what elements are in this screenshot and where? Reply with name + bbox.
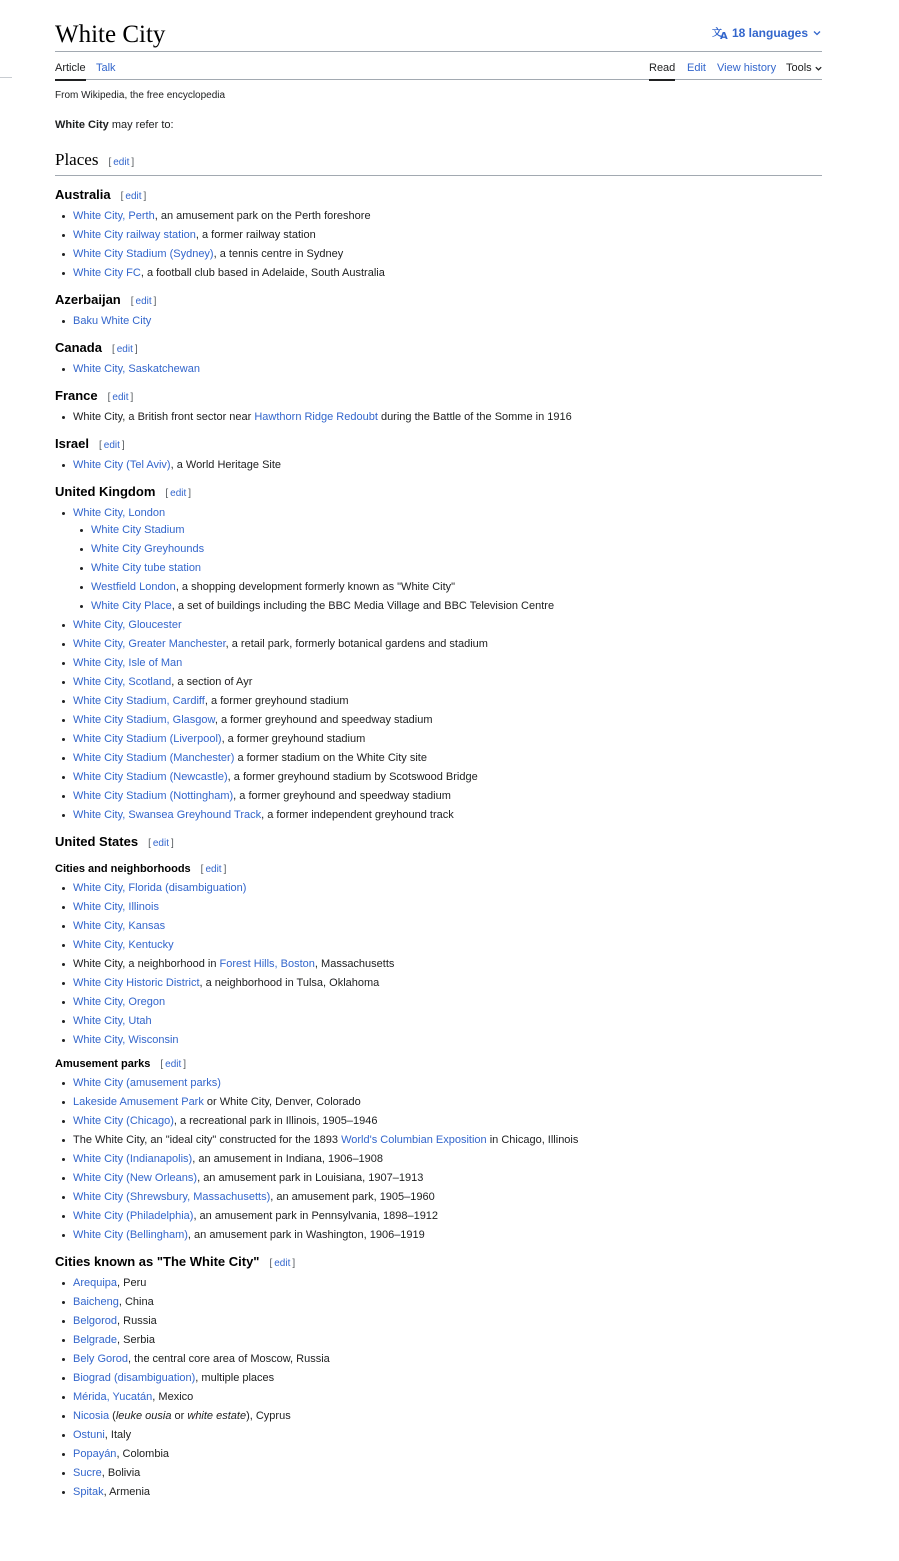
item-text: , Russia [117, 1315, 157, 1327]
list-item [73, 1209, 822, 1224]
item-link[interactable]: Biograd (disambiguation) [73, 1372, 196, 1384]
item-link[interactable]: White City, Utah [73, 1015, 152, 1027]
section-heading-cities-known-as-the-white-city [55, 1253, 822, 1273]
edit-link[interactable]: edit [274, 1258, 291, 1269]
list-item [73, 1428, 822, 1443]
item-link[interactable]: White City, Swansea Greyhound Track [73, 809, 262, 821]
list-item [73, 1314, 822, 1329]
item-text: , an amusement park in Washington, 1906–1919 [187, 1229, 425, 1241]
item-text: , Massachusetts [314, 958, 395, 970]
item-text: , a retail park, formerly botanical gardens and stadium [225, 638, 488, 650]
item-link[interactable]: Belgrade [73, 1334, 118, 1346]
item-link[interactable]: Spitak [73, 1486, 104, 1498]
item-link[interactable]: Westfield London [91, 581, 176, 593]
item-text: , a neighborhood in Tulsa, Oklahoma [199, 977, 380, 989]
edit-section: [ edit ] [160, 1059, 187, 1070]
item-text: , China [118, 1296, 154, 1308]
item-text: , a former greyhound and speedway stadium [233, 790, 451, 802]
section-heading-canada [55, 339, 822, 359]
list-item [73, 1447, 822, 1462]
edit-section: [ edit ] [200, 864, 227, 875]
list-item [73, 410, 822, 425]
list-item [73, 1333, 822, 1348]
list-item [73, 808, 822, 823]
item-text: , a former railway station [195, 229, 316, 241]
item-link[interactable]: Forest Hills, Boston [219, 958, 315, 970]
list-item [73, 770, 822, 785]
item-link[interactable]: White City, Scotland [73, 676, 172, 688]
list-item [91, 523, 822, 538]
item-link[interactable]: White City Stadium (Manchester) [73, 752, 235, 764]
list-item [73, 919, 822, 934]
item-link[interactable]: White City Stadium (Newcastle) [73, 771, 228, 783]
chevron-down-icon [812, 28, 822, 38]
list-item [73, 458, 822, 473]
item-text: , an amusement in Indiana, 1906–1908 [192, 1153, 384, 1165]
item-text: , a former greyhound stadium [204, 695, 349, 707]
bullet-list [55, 1076, 822, 1243]
item-link[interactable]: White City Stadium (Liverpool) [73, 733, 222, 745]
item-link[interactable]: Bely Gorod [73, 1353, 129, 1365]
list-item [91, 561, 822, 576]
item-italic: white estate [187, 1410, 247, 1422]
page-title: White City [55, 21, 166, 48]
item-text: , a tennis centre in Sydney [213, 248, 344, 260]
item-link[interactable]: White City, Kansas [73, 920, 166, 932]
item-link[interactable]: White City FC [73, 267, 141, 279]
list-item [73, 506, 822, 614]
item-text: during the Battle of the Somme in 1916 [377, 411, 572, 423]
item-text: , Peru [117, 1277, 147, 1289]
heading-text: Cities known as "The White City" [55, 1254, 260, 1269]
item-text: in Chicago, Illinois [486, 1134, 579, 1146]
intro [55, 118, 822, 132]
item-link[interactable]: Baku White City [73, 315, 152, 327]
item-link[interactable]: White City (Shrewsbury, Massachusetts) [73, 1191, 271, 1203]
list-item [73, 618, 822, 633]
list-item [91, 542, 822, 557]
item-text: , a former greyhound stadium by Scotswood Bridge [227, 771, 478, 783]
item-text: , Bolivia [101, 1467, 141, 1479]
item-link[interactable]: White City, Florida (disambiguation) [73, 882, 247, 894]
translate-icon [712, 26, 728, 40]
tab-view-history[interactable]: View history [717, 62, 777, 74]
item-link[interactable]: White City Stadium, Glasgow [73, 714, 215, 726]
edit-link[interactable]: edit [205, 864, 222, 875]
item-link[interactable]: Belgorod [73, 1315, 118, 1327]
title-row [55, 0, 822, 52]
heading-text: Australia [55, 187, 111, 202]
list-item [73, 900, 822, 915]
item-text: ), Cyprus [246, 1410, 291, 1422]
item-text: or White City, Denver, Colorado [203, 1096, 361, 1108]
list-item [73, 228, 822, 243]
tab-article[interactable]: Article [55, 61, 86, 81]
item-text: , an amusement park in Louisiana, 1907–1913 [197, 1172, 424, 1184]
item-link[interactable]: Lakeside Amusement Park [73, 1096, 204, 1108]
item-text: , a former greyhound and speedway stadium [214, 714, 433, 726]
intro-rest: may refer to: [108, 119, 174, 131]
item-link[interactable]: White City tube station [91, 562, 202, 574]
svg-text:文: 文 [711, 28, 722, 39]
section-heading-france [55, 387, 822, 407]
item-text: , multiple places [195, 1372, 275, 1384]
bullet-list [73, 523, 822, 614]
item-link[interactable]: White City, Isle of Man [73, 657, 183, 669]
heading-text: Cities and neighborhoods [55, 863, 191, 875]
item-link[interactable]: White City Place [91, 600, 172, 612]
item-link[interactable]: White City (Tel Aviv) [73, 459, 171, 471]
content [55, 186, 822, 1500]
chevron-down-icon [814, 64, 823, 73]
item-text: , the central core area of Moscow, Russia [128, 1353, 330, 1365]
list-item [73, 694, 822, 709]
heading-text: Azerbaijan [55, 292, 121, 307]
item-text: White City, a neighborhood in [73, 958, 220, 970]
edit-section: [ edit ] [107, 392, 134, 403]
item-text: a former stadium on the White City site [234, 752, 427, 764]
section-heading-azerbaijan [55, 291, 822, 311]
item-text: , Mexico [152, 1391, 194, 1403]
item-link[interactable]: Ostuni [73, 1429, 105, 1441]
list-item [73, 362, 822, 377]
item-text: or [171, 1410, 188, 1422]
item-link[interactable]: White City Historic District [73, 977, 200, 989]
item-link[interactable]: Hawthorn Ridge Redoubt [254, 411, 378, 423]
list-item [73, 1076, 822, 1091]
item-link[interactable]: White City Stadium, Cardiff [73, 695, 205, 707]
edit-section: [ edit ] [165, 488, 192, 499]
item-link[interactable]: Arequipa [73, 1277, 118, 1289]
language-count: 18 languages [731, 26, 808, 40]
item-text: , an amusement park, 1905–1960 [270, 1191, 435, 1203]
left-rule [0, 77, 12, 78]
language-button[interactable] [712, 26, 822, 40]
item-link[interactable]: White City Stadium [91, 524, 185, 536]
item-text: , a football club based in Adelaide, South Australia [140, 267, 385, 279]
intro-bold: White City [55, 119, 109, 131]
edit-link[interactable]: edit [113, 157, 130, 168]
heading-text: France [55, 388, 98, 403]
list-item [73, 1228, 822, 1243]
section-heading-places [55, 150, 822, 176]
item-text: , Colombia [116, 1448, 170, 1460]
edit-section: [ edit ] [98, 440, 125, 451]
tab-read[interactable]: Read [649, 61, 675, 81]
list-item [73, 1190, 822, 1205]
item-link[interactable]: Mérida, Yucatán [73, 1391, 153, 1403]
list-item [73, 1095, 822, 1110]
list-item [73, 957, 822, 972]
bullet-list [55, 314, 822, 329]
list-item [73, 1152, 822, 1167]
bullet-list [55, 881, 822, 1048]
list-item [73, 1033, 822, 1048]
list-item [73, 1371, 822, 1386]
edit-link[interactable]: edit [165, 1059, 182, 1070]
list-item [73, 1485, 822, 1500]
edit-link[interactable]: edit [170, 488, 187, 499]
list-item [73, 1133, 822, 1148]
item-link[interactable]: Sucre [73, 1467, 102, 1479]
list-item [73, 209, 822, 224]
item-link[interactable]: White City, Saskatchewan [73, 363, 200, 375]
item-link[interactable]: White City, Oregon [73, 996, 166, 1008]
item-text: , a former greyhound stadium [221, 733, 366, 745]
item-text: , a former independent greyhound track [261, 809, 454, 821]
list-item [73, 675, 822, 690]
list-item [73, 881, 822, 896]
item-link[interactable]: Nicosia [73, 1410, 110, 1422]
svg-text:A: A [719, 31, 728, 40]
list-item [73, 266, 822, 281]
list-item [73, 1114, 822, 1129]
edit-link[interactable]: edit [103, 440, 120, 451]
item-link[interactable]: White City Stadium (Sydney) [73, 248, 214, 260]
list-item [73, 1352, 822, 1367]
item-text: , a section of Ayr [171, 676, 253, 688]
section-heading-united-kingdom [55, 483, 822, 503]
list-item [73, 789, 822, 804]
list-item [73, 976, 822, 991]
heading-text: Israel [55, 436, 89, 451]
list-item [73, 1409, 822, 1424]
list-item [73, 637, 822, 652]
list-item [73, 1390, 822, 1405]
edit-link[interactable]: edit [152, 838, 169, 849]
bullet-list [55, 458, 822, 473]
item-link[interactable]: White City (Indianapolis) [73, 1153, 193, 1165]
item-text: , a World Heritage Site [170, 459, 282, 471]
heading-text: Amusement parks [55, 1058, 151, 1070]
tab-edit[interactable]: Edit [687, 62, 706, 74]
list-item [73, 751, 822, 766]
item-link[interactable]: White City, Greater Manchester [73, 638, 226, 650]
section-heading-united-states [55, 833, 822, 853]
list-item [73, 314, 822, 329]
section-heading-cities-and-neighborhoods [55, 862, 822, 877]
list-item [73, 995, 822, 1010]
item-link[interactable]: White City (Chicago) [73, 1115, 174, 1127]
list-item [91, 580, 822, 595]
edit-link[interactable]: edit [112, 392, 129, 403]
tagline: From Wikipedia, the free encyclopedia [55, 90, 226, 101]
edit-section: [ edit ] [269, 1258, 296, 1269]
item-text: , Serbia [117, 1334, 155, 1346]
item-text: , Armenia [103, 1486, 151, 1498]
heading-text: United States [55, 834, 139, 849]
item-link[interactable]: White City railway station [73, 229, 196, 241]
item-text: , a set of buildings including the BBC Media Village and BBC Television Centre [171, 600, 555, 612]
bullet-list [55, 506, 822, 823]
bullet-list [55, 410, 822, 425]
item-link[interactable]: White City, Gloucester [73, 619, 182, 631]
item-text: , Italy [104, 1429, 132, 1441]
heading-text: Canada [55, 340, 102, 355]
tab-talk[interactable]: Talk [96, 62, 116, 74]
list-item [73, 713, 822, 728]
item-link[interactable]: White City, Illinois [73, 901, 159, 913]
item-link[interactable]: White City (Bellingham) [73, 1229, 188, 1241]
list-item [73, 1171, 822, 1186]
edit-section: [ edit ] [130, 296, 157, 307]
list-item [73, 1014, 822, 1029]
section-heading-israel [55, 435, 822, 455]
bullet-list [55, 362, 822, 377]
item-link[interactable]: Baicheng [73, 1296, 119, 1308]
heading-text: Places [55, 150, 99, 169]
item-link[interactable]: White City, Perth [73, 210, 155, 222]
item-text: White City, a British front sector near [73, 411, 255, 423]
edit-link[interactable]: edit [116, 344, 133, 355]
item-link[interactable]: White City, Kentucky [73, 939, 174, 951]
edit-section: [ edit ] [148, 838, 174, 849]
item-link[interactable]: White City (amusement parks) [73, 1077, 221, 1089]
list-item [73, 938, 822, 953]
item-text: , an amusement park in Pennsylvania, 1898–1912 [193, 1210, 439, 1222]
item-italic: leuke ousia [115, 1410, 172, 1422]
item-text: , a recreational park in Illinois, 1905–1946 [173, 1115, 378, 1127]
edit-link[interactable]: edit [135, 296, 152, 307]
item-text: , an amusement park on the Perth foreshore [154, 210, 371, 222]
item-link[interactable]: White City (Philadelphia) [73, 1210, 194, 1222]
item-link[interactable]: White City Stadium (Nottingham) [73, 790, 234, 802]
page-wrapper [55, 0, 822, 1504]
bullet-list [55, 209, 822, 281]
list-item [91, 599, 822, 614]
item-link[interactable]: White City Greyhounds [91, 543, 205, 555]
list-item [73, 656, 822, 671]
tools-label: Tools [786, 62, 812, 74]
item-link[interactable]: World's Columbian Exposition [341, 1134, 487, 1146]
tab-bar [55, 52, 822, 80]
edit-link[interactable]: edit [125, 191, 142, 202]
item-link[interactable]: White City, London [73, 507, 166, 519]
list-item [73, 247, 822, 262]
edit-section: [ edit ] [111, 344, 138, 355]
section-heading-amusement-parks [55, 1057, 822, 1072]
item-link[interactable]: White City, Wisconsin [73, 1034, 179, 1046]
list-item [73, 1276, 822, 1291]
list-item [73, 732, 822, 747]
list-item [73, 1295, 822, 1310]
heading-text: United Kingdom [55, 484, 156, 499]
item-text: , a shopping development formerly known as "White City" [175, 581, 456, 593]
section-heading-australia [55, 186, 822, 206]
edit-section: [ edit ] [120, 191, 147, 202]
edit-section: [ edit ] [108, 157, 135, 168]
tools-menu[interactable] [786, 61, 823, 75]
item-text: ( [109, 1410, 116, 1422]
list-item [73, 1466, 822, 1481]
item-link[interactable]: Popayán [73, 1448, 117, 1460]
item-link[interactable]: White City (New Orleans) [73, 1172, 198, 1184]
bullet-list [55, 1276, 822, 1500]
item-text: The White City, an "ideal city" constructed for the 1893 [73, 1134, 342, 1146]
